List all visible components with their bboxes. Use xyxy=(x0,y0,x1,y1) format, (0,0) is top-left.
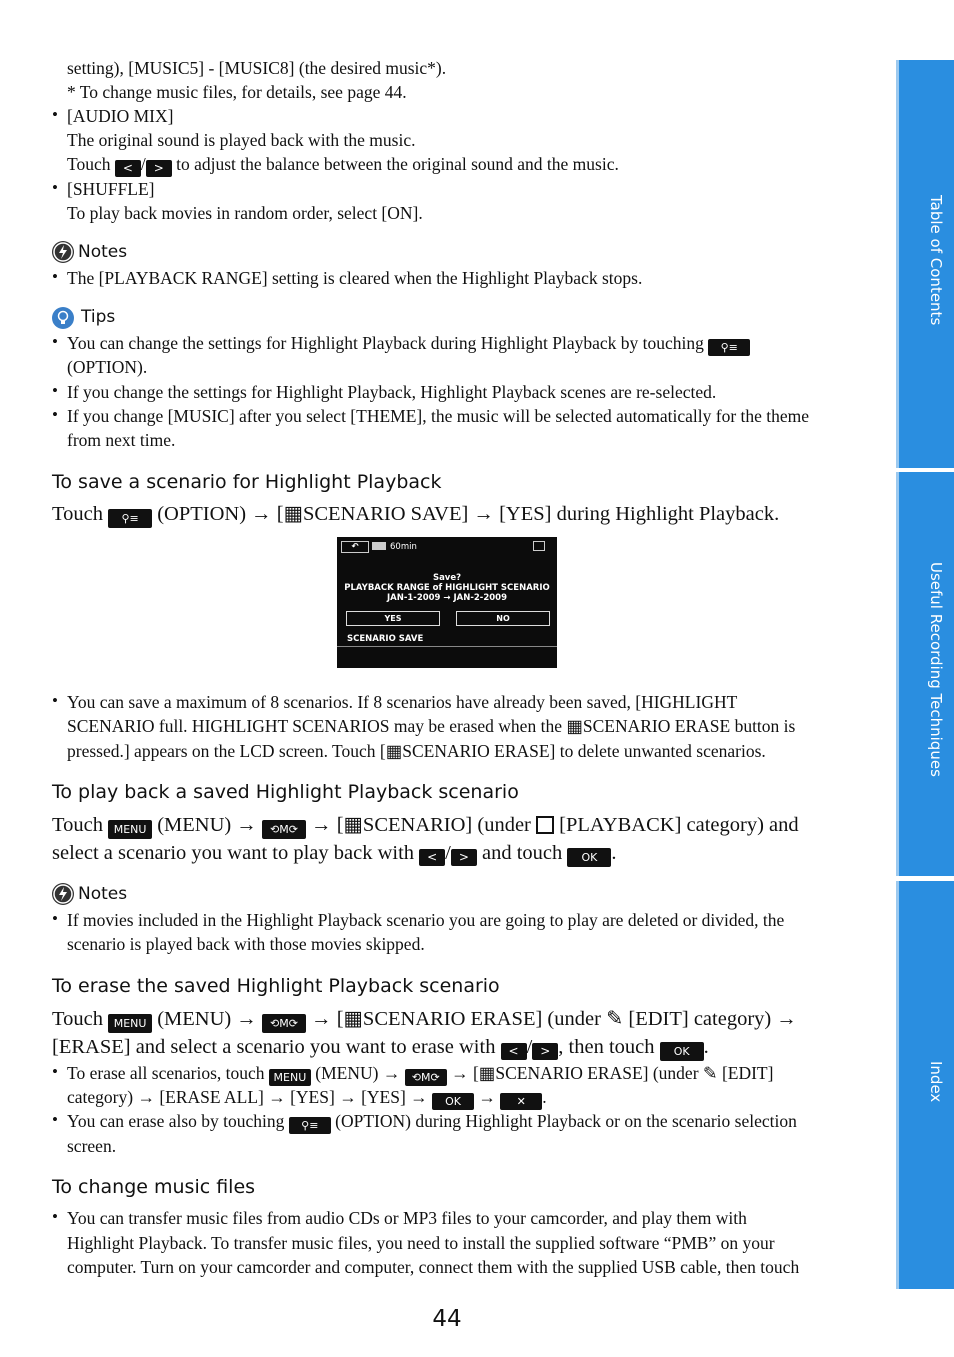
lcd-minutes: 60min xyxy=(390,542,417,552)
option-button-icon: ⚲≡ xyxy=(708,339,750,356)
text-line: scenario is played back with those movies skipped. xyxy=(67,934,425,954)
text-line: pressed.] appears on the LCD screen. Touch [▦SCENARIO ERASE] to delete unwanted scenarios. xyxy=(67,741,766,761)
text-line: category) → [ERASE ALL] → [YES] → [YES] → OK → ✕ . xyxy=(67,1087,547,1108)
text-line: The [PLAYBACK RANGE] setting is cleared when the Highlight Playback stops. xyxy=(67,268,643,288)
lcd-no-button[interactable]: NO xyxy=(456,611,550,626)
text-line: If you change [MUSIC] after you select [THEME], the music will be selected automatically for the theme xyxy=(67,406,810,426)
tab-table-of-contents[interactable] xyxy=(896,60,954,468)
lcd-divider xyxy=(337,646,557,647)
bullet: • xyxy=(52,332,58,351)
scenario-icon: ▦ xyxy=(343,814,363,836)
notes-label: Notes xyxy=(78,884,128,904)
section-heading: To erase the saved Highlight Playback scenario xyxy=(52,975,500,997)
bullet: • xyxy=(52,909,58,928)
lcd-dates: JAN-1-2009 → JAN-2-2009 xyxy=(386,593,508,603)
ok-button-icon: OK xyxy=(660,1042,704,1061)
text-line: You can change the settings for Highlight Playback during Highlight Playback by touching ⚲≡ xyxy=(67,332,750,356)
lcd-footer: SCENARIO SAVE xyxy=(347,634,424,644)
bullet: • xyxy=(52,267,58,286)
text-line: To play back movies in random order, select [ON]. xyxy=(67,203,423,223)
lcd-range-line: PLAYBACK RANGE of HIGHLIGHT SCENARIO xyxy=(344,583,550,593)
scenario-icon: ▦ xyxy=(343,1008,363,1030)
ok-button-icon: OK xyxy=(432,1093,474,1110)
menu-scroll-icon: ⟲M⟳ xyxy=(262,820,306,839)
tab-label: Useful Recording Techniques xyxy=(927,562,945,777)
text-line: [SHUFFLE] xyxy=(67,179,155,199)
lcd-yes-button[interactable]: YES xyxy=(346,611,440,626)
prev-button-icon: < xyxy=(115,160,141,177)
section-heading: To save a scenario for Highlight Playback xyxy=(52,471,442,493)
next-button-icon: > xyxy=(532,1043,558,1060)
bullet: • xyxy=(52,105,58,124)
bullet: • xyxy=(52,381,58,400)
bullet: • xyxy=(52,1062,58,1081)
text-line: (OPTION). xyxy=(67,357,148,377)
notes-icon xyxy=(52,883,74,905)
section-heading: To play back a saved Highlight Playback scenario xyxy=(52,781,519,803)
instruction-line: select a scenario you want to play back with < / > and touch OK . xyxy=(52,840,617,867)
bullet: • xyxy=(52,1207,58,1226)
tips-label: Tips xyxy=(81,307,116,327)
bullet: • xyxy=(52,1110,58,1129)
text-line: To erase all scenarios, touch MENU (MENU) → ⟲M⟳ → [▦SCENARIO ERASE] (under ✎ [EDIT] xyxy=(67,1063,774,1084)
scenario-icon: ▦ xyxy=(385,741,403,761)
tab-label: Table of Contents xyxy=(927,195,945,326)
bullet: • xyxy=(52,691,58,710)
bullet: • xyxy=(52,405,58,424)
text-line: computer. Turn on your camcorder and computer, connect them with the supplied USB cable, then touch xyxy=(67,1257,800,1277)
text-line: SCENARIO full. HIGHLIGHT SCENARIOS may be erased when the ▦SCENARIO ERASE button is xyxy=(67,716,796,736)
text-line: [AUDIO MIX] xyxy=(67,106,174,126)
scenario-icon: ▦ xyxy=(566,716,583,736)
prev-button-icon: < xyxy=(501,1043,527,1060)
text-line: Touch < / > to adjust the balance between the original sound and the music. xyxy=(67,154,619,175)
tips-icon xyxy=(52,307,74,329)
tab-label: Index xyxy=(927,1061,945,1103)
option-button-icon: ⚲≡ xyxy=(289,1117,331,1134)
next-button-icon: > xyxy=(451,849,477,866)
tab-useful-recording-techniques[interactable] xyxy=(896,472,954,876)
text-line: setting), [MUSIC5] - [MUSIC8] (the desired music*). xyxy=(67,58,447,78)
menu-button-icon: MENU xyxy=(108,1014,152,1033)
text-line: You can erase also by touching ⚲≡ (OPTION) during Highlight Playback or on the scenario selection xyxy=(67,1111,797,1132)
tab-index[interactable] xyxy=(896,881,954,1289)
ok-button-icon: OK xyxy=(567,848,611,867)
battery-icon xyxy=(372,542,386,550)
lcd-screen-image xyxy=(337,537,557,668)
section-heading: To change music files xyxy=(52,1176,256,1198)
close-icon: ✕ xyxy=(500,1093,542,1110)
text-line: You can save a maximum of 8 scenarios. If 8 scenarios have already been saved, [HIGHLIGHT xyxy=(67,692,738,712)
instruction-line: Touch ⚲≡ (OPTION) → [▦SCENARIO SAVE] → [YES] during Highlight Playback. xyxy=(52,501,779,528)
back-icon: ↶ xyxy=(341,541,369,553)
media-icon xyxy=(533,541,545,551)
text-line: If movies included in the Highlight Playback scenario you are going to play are deleted or divided, the xyxy=(67,910,785,930)
page-number: 44 xyxy=(432,1306,462,1332)
next-button-icon: > xyxy=(146,160,172,177)
edit-category-icon: ✎ xyxy=(606,1008,624,1030)
menu-scroll-icon: ⟲M⟳ xyxy=(262,1014,306,1033)
lcd-save-question: Save? xyxy=(432,573,462,583)
playback-category-icon xyxy=(536,816,554,834)
edit-category-icon: ✎ xyxy=(702,1063,718,1083)
text-line: Highlight Playback. To transfer music files, you need to install the supplied software “PMB” on your xyxy=(67,1233,775,1253)
instruction-line: Touch MENU (MENU) → ⟲M⟳ → [▦SCENARIO ERASE] (under ✎ [EDIT] category) → xyxy=(52,1006,797,1033)
menu-scroll-icon: ⟲M⟳ xyxy=(405,1069,447,1086)
text-line: The original sound is played back with the music. xyxy=(67,130,416,150)
menu-button-icon: MENU xyxy=(108,820,152,839)
scenario-icon: ▦ xyxy=(478,1063,496,1083)
instruction-line: Touch MENU (MENU) → ⟲M⟳ → [▦SCENARIO] (under [PLAYBACK] category) and xyxy=(52,812,799,839)
text-line: You can transfer music files from audio CDs or MP3 files to your camcorder, and play them with xyxy=(67,1208,747,1228)
prev-button-icon: < xyxy=(419,849,445,866)
text-line: * To change music files, for details, see page 44. xyxy=(67,82,407,102)
notes-icon xyxy=(52,241,74,263)
text-line: from next time. xyxy=(67,430,176,450)
instruction-line: [ERASE] and select a scenario you want to erase with < / > , then touch OK . xyxy=(52,1034,709,1061)
menu-button-icon: MENU xyxy=(269,1069,311,1086)
option-button-icon: ⚲≡ xyxy=(108,509,152,528)
notes-label: Notes xyxy=(78,242,128,262)
scenario-icon: ▦ xyxy=(283,503,303,525)
text-line: screen. xyxy=(67,1136,117,1156)
text-line: If you change the settings for Highlight Playback, Highlight Playback scenes are re-selected. xyxy=(67,382,717,402)
bullet: • xyxy=(52,178,58,197)
